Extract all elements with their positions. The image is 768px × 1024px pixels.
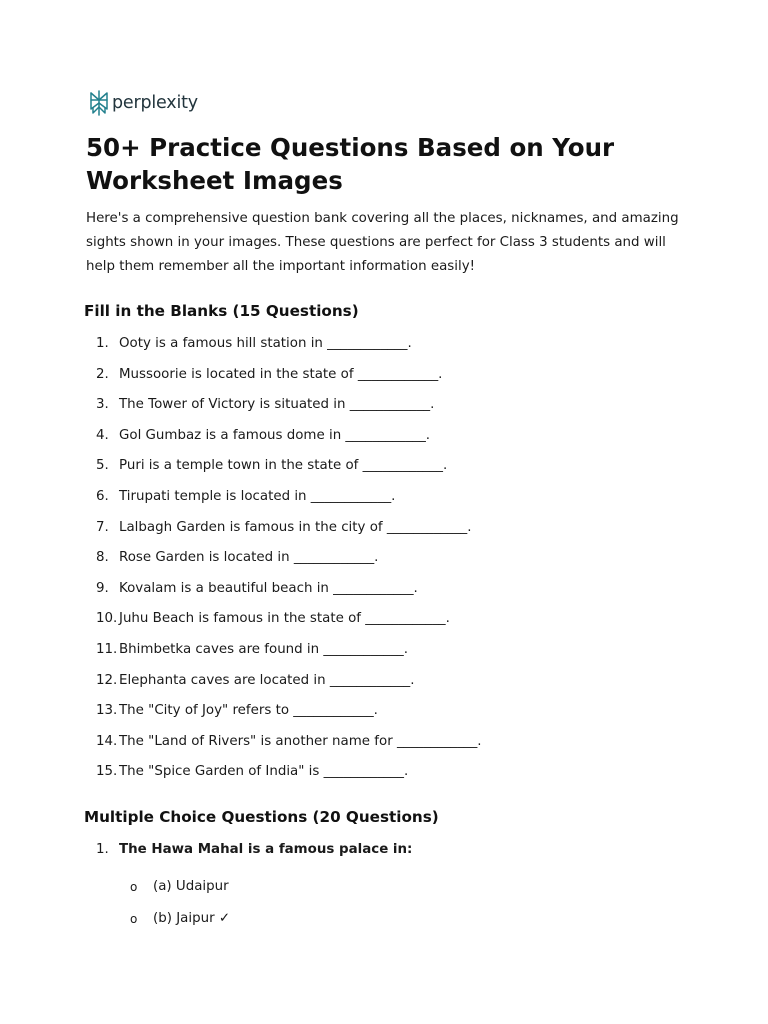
- question-text: Mussoorie is located in the state of ____________.: [119, 366, 443, 382]
- question-number: 1.: [96, 336, 109, 351]
- question-number: 11.: [96, 641, 118, 657]
- question-number: 8.: [96, 550, 109, 566]
- list-item: [0, 393, 700, 424]
- question-text: Elephanta caves are located in ____________.: [119, 672, 415, 688]
- question-number: 9.: [96, 580, 109, 596]
- question-number: 4.: [96, 427, 109, 443]
- question-text: The "Land of Rivers" is another name for ____________.: [119, 733, 482, 749]
- question-number: 12.: [96, 672, 118, 688]
- question-number: 10.: [96, 611, 118, 627]
- question-number: 3.: [96, 397, 109, 413]
- question-number: 14.: [96, 733, 118, 749]
- option-bullet: o: [130, 880, 138, 894]
- question-text: Lalbagh Garden is famous in the city of ____________.: [119, 519, 472, 535]
- question-text: Bhimbetka caves are found in ____________.: [119, 641, 408, 657]
- list-item: [0, 699, 700, 730]
- question-text: Tirupati temple is located in ____________.: [119, 488, 396, 504]
- question-text: Puri is a temple town in the state of ____________.: [119, 458, 448, 474]
- question-number: 13.: [96, 703, 118, 719]
- mcq-option: [0, 875, 700, 899]
- list-item: [0, 516, 700, 547]
- list-item: [0, 607, 700, 638]
- option-text: (b) Jaipur ✓: [153, 911, 231, 926]
- list-item: [0, 638, 700, 669]
- fill-in-blanks-list: [0, 332, 700, 791]
- list-item: [0, 577, 700, 608]
- list-item: [0, 454, 700, 485]
- option-bullet: o: [130, 912, 138, 926]
- question-number: 15.: [96, 764, 118, 780]
- question-text: Rose Garden is located in ____________.: [119, 550, 379, 566]
- question-number: 2.: [96, 366, 109, 382]
- intro-paragraph: Here's a comprehensive question bank covering all the places, nicknames, and amazing sights shown in your images. These questions are perfect for Class 3 students and will help them remember all the important information easily!: [86, 211, 679, 274]
- list-item: [0, 669, 700, 700]
- question-text: The "City of Joy" refers to ____________.: [119, 703, 378, 719]
- question-number: 6.: [96, 488, 109, 504]
- question-text: Juhu Beach is famous in the state of ____________.: [119, 611, 450, 627]
- list-item: [0, 332, 700, 363]
- question-text: Kovalam is a beautiful beach in ____________.: [119, 580, 418, 596]
- question-text: The Tower of Victory is situated in ____________.: [119, 397, 435, 413]
- question-text: Ooty is a famous hill station in ____________.: [119, 336, 412, 351]
- brand-name: perplexity: [112, 93, 198, 113]
- mcq-option: [0, 907, 700, 931]
- question-text: The Hawa Mahal is a famous palace in:: [119, 842, 413, 857]
- question-text: Gol Gumbaz is a famous dome in ____________.: [119, 427, 431, 443]
- page-title: 50+ Practice Questions Based on Your Worksheet Images: [86, 133, 615, 195]
- list-item: [0, 546, 700, 577]
- perplexity-logo: [89, 90, 198, 116]
- mcq-question: [0, 838, 700, 862]
- question-number: 1.: [96, 842, 109, 857]
- list-item: [0, 424, 700, 455]
- question-number: 7.: [96, 519, 109, 535]
- list-item: [0, 730, 700, 761]
- question-text: The "Spice Garden of India" is ____________.: [119, 764, 409, 780]
- list-item: [0, 760, 700, 791]
- fill-in-blanks-heading: Fill in the Blanks (15 Questions): [84, 302, 359, 320]
- perplexity-logo-icon: [89, 90, 109, 116]
- option-text: (a) Udaipur: [153, 879, 229, 894]
- question-number: 5.: [96, 458, 109, 474]
- list-item: [0, 363, 700, 394]
- mcq-heading: Multiple Choice Questions (20 Questions): [84, 808, 439, 826]
- list-item: [0, 485, 700, 516]
